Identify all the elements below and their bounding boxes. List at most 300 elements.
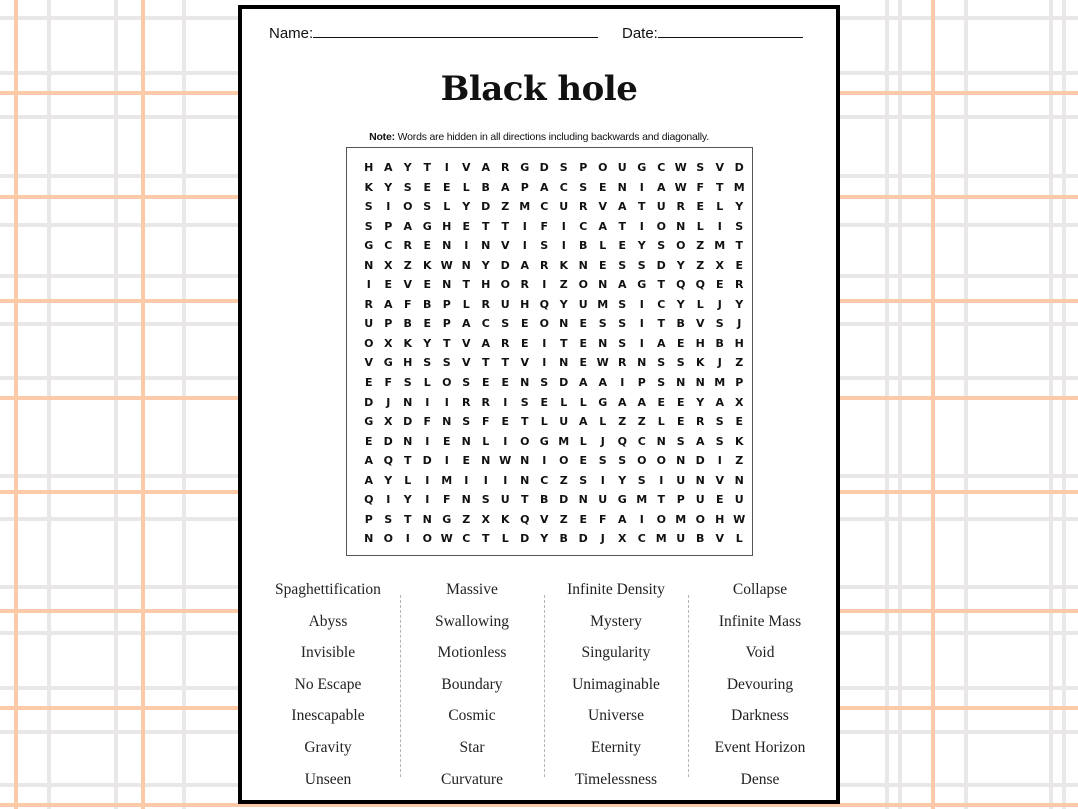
grid-letter: L <box>462 297 470 311</box>
grid-letter: G <box>637 161 647 174</box>
grid-letter: U <box>578 297 588 311</box>
grid-letter: U <box>559 415 569 429</box>
grid-letter: Y <box>637 239 646 253</box>
grid-letter: A <box>578 376 588 390</box>
grid-letter: V <box>461 336 471 350</box>
grid-letter: O <box>656 454 666 468</box>
grid-letter: W <box>674 180 687 194</box>
grid-letter: Q <box>539 297 549 311</box>
grid-letter: S <box>735 219 744 233</box>
grid-letter: L <box>404 473 412 487</box>
grid-letter: A <box>364 454 373 468</box>
grid-letter: S <box>481 493 490 507</box>
grid-letter: Y <box>696 395 705 409</box>
grid-letter: E <box>423 317 431 331</box>
grid-letter: R <box>403 239 412 253</box>
grid-letter: E <box>657 395 665 409</box>
grid-letter: K <box>734 434 744 448</box>
word-column <box>256 579 400 800</box>
grid-letter: N <box>481 454 491 468</box>
grid-letter: D <box>500 258 510 272</box>
grid-letter: S <box>618 297 627 311</box>
grid-letter: S <box>696 161 705 174</box>
grid-letter: T <box>520 415 529 429</box>
grid-letter: E <box>579 317 587 331</box>
grid-letter: T <box>735 239 743 253</box>
word-list-item: Eternity <box>591 738 641 756</box>
grid-letter: S <box>423 356 432 370</box>
grid-letter: M <box>441 473 453 487</box>
grid-letter: Z <box>559 473 568 487</box>
grid-letter: V <box>715 532 724 546</box>
grid-letter: K <box>559 258 569 272</box>
grid-letter: B <box>579 239 588 253</box>
word-list-item: Void <box>745 644 775 662</box>
grid-letter: E <box>676 336 685 350</box>
grid-letter: I <box>444 454 449 468</box>
grid-letter: I <box>386 200 391 214</box>
grid-letter: E <box>676 415 685 429</box>
grid-letter: V <box>715 161 724 174</box>
word-list-item: Infinite Density <box>567 581 665 598</box>
grid-letter: H <box>364 161 374 174</box>
grid-letter: E <box>442 434 451 448</box>
grid-letter: N <box>559 356 569 370</box>
grid-letter: B <box>403 317 412 331</box>
word-list-item: Darkness <box>731 707 789 725</box>
grid-letter: M <box>733 180 745 194</box>
grid-letter: B <box>676 317 685 331</box>
grid-letter: S <box>462 376 471 390</box>
grid-letter: U <box>598 493 608 507</box>
grid-letter: E <box>735 415 743 429</box>
grid-letter: U <box>734 493 744 507</box>
grid-letter: H <box>734 336 744 350</box>
grid-letter: W <box>733 512 746 526</box>
grid-letter: P <box>676 493 685 507</box>
grid-letter: Z <box>637 415 646 429</box>
grid-letter: E <box>735 258 743 272</box>
grid-letter: F <box>540 219 548 233</box>
grid-letter: N <box>461 258 471 272</box>
grid-letter: I <box>405 532 410 546</box>
grid-letter: P <box>579 161 588 174</box>
grid-letter: L <box>696 219 704 233</box>
grid-letter: D <box>695 454 705 468</box>
grid-letter: T <box>423 161 431 174</box>
grid-letter: S <box>618 317 627 331</box>
grid-letter: Z <box>696 258 705 272</box>
word-list-item: Abyss <box>308 612 348 630</box>
grid-letter: E <box>520 336 529 350</box>
note-text: Words are hidden in all directions including backwards and diagonally. <box>394 131 709 143</box>
grid-letter: T <box>481 219 490 233</box>
grid-letter: B <box>715 336 724 350</box>
grid-letter: L <box>540 415 548 429</box>
grid-letter: S <box>715 317 724 331</box>
grid-letter: K <box>695 356 705 370</box>
grid-letter: L <box>696 297 704 311</box>
grid-letter: V <box>364 356 373 370</box>
grid-letter: O <box>695 512 705 526</box>
grid-letter: D <box>578 532 588 546</box>
grid-letter: H <box>520 297 530 311</box>
grid-letter: N <box>598 278 608 292</box>
grid-letter: Y <box>735 200 744 214</box>
grid-letter: O <box>676 239 686 253</box>
grid-letter: N <box>520 454 530 468</box>
header-row <box>269 23 809 45</box>
grid-letter: F <box>598 512 607 526</box>
grid-letter: G <box>520 161 530 174</box>
grid-letter: Y <box>618 473 627 487</box>
grid-letter: Q <box>520 512 530 526</box>
grid-letter: N <box>676 376 686 390</box>
grid-letter: R <box>481 395 490 409</box>
grid-letter: I <box>659 473 664 487</box>
grid-letter: I <box>464 239 469 253</box>
grid-letter: A <box>383 161 393 174</box>
plaid-line <box>898 0 902 809</box>
grid-letter: S <box>520 395 529 409</box>
word-list-item: Inescapable <box>291 707 365 725</box>
grid-letter: L <box>462 180 470 194</box>
grid-letter: N <box>617 180 627 194</box>
grid-letter: T <box>637 200 646 214</box>
grid-letter: E <box>364 434 373 448</box>
grid-letter: Y <box>423 336 432 350</box>
grid-letter: H <box>403 356 413 370</box>
grid-letter: U <box>695 493 705 507</box>
grid-letter: V <box>715 473 724 487</box>
grid-letter: E <box>579 336 587 350</box>
grid-letter: N <box>734 473 744 487</box>
word-search-grid-box <box>346 147 753 556</box>
grid-letter: N <box>364 258 374 272</box>
grid-letter: T <box>657 493 665 507</box>
grid-letter: C <box>540 200 549 214</box>
grid-letter: T <box>462 278 470 292</box>
grid-letter: H <box>695 336 705 350</box>
grid-letter: C <box>462 532 471 546</box>
grid-letter: D <box>656 258 666 272</box>
grid-letter: I <box>717 219 722 233</box>
grid-letter: T <box>715 180 724 194</box>
grid-letter: S <box>579 473 588 487</box>
grid-letter: S <box>618 336 627 350</box>
grid-letter: N <box>442 415 452 429</box>
grid-letter: Y <box>403 161 412 174</box>
grid-letter: F <box>403 297 412 311</box>
grid-letter: Z <box>559 278 568 292</box>
grid-letter: S <box>618 454 627 468</box>
grid-letter: P <box>384 317 393 331</box>
grid-letter: Q <box>364 493 374 507</box>
grid-letter: W <box>440 532 453 546</box>
grid-letter: Z <box>696 239 705 253</box>
grid-letter: U <box>364 317 374 331</box>
grid-letter: T <box>481 532 490 546</box>
grid-letter: E <box>579 454 587 468</box>
grid-letter: M <box>655 532 667 546</box>
grid-letter: S <box>501 317 510 331</box>
grid-letter: F <box>423 415 431 429</box>
grid-letter: T <box>403 512 412 526</box>
grid-letter: D <box>383 434 393 448</box>
grid-letter: E <box>442 180 451 194</box>
grid-letter: V <box>539 512 549 526</box>
grid-letter: N <box>637 356 647 370</box>
grid-letter: V <box>403 278 412 292</box>
instructions-note <box>242 131 836 143</box>
grid-letter: U <box>656 200 666 214</box>
grid-letter: Q <box>676 278 686 292</box>
date-field <box>622 23 803 42</box>
grid-letter: D <box>559 376 569 390</box>
grid-letter: S <box>657 356 666 370</box>
grid-letter: N <box>578 258 588 272</box>
grid-letter: X <box>735 395 744 409</box>
grid-letter: G <box>364 415 374 429</box>
grid-letter: A <box>617 200 627 214</box>
grid-letter: N <box>364 532 374 546</box>
grid-letter: B <box>540 493 549 507</box>
grid-letter: S <box>637 258 646 272</box>
grid-letter: M <box>714 376 726 390</box>
word-list-item: Star <box>459 738 485 756</box>
grid-letter: S <box>384 512 393 526</box>
grid-letter: D <box>734 161 744 174</box>
grid-letter: A <box>656 336 666 350</box>
grid-letter: Y <box>403 493 412 507</box>
grid-letter: I <box>503 473 508 487</box>
grid-letter: Z <box>559 512 568 526</box>
grid-letter: L <box>735 532 743 546</box>
grid-letter: V <box>695 317 705 331</box>
grid-letter: L <box>423 376 431 390</box>
grid-letter: G <box>598 395 608 409</box>
grid-letter: L <box>657 415 665 429</box>
grid-letter: O <box>520 434 530 448</box>
grid-letter: U <box>500 297 510 311</box>
grid-letter: I <box>425 493 430 507</box>
grid-letter: S <box>403 376 412 390</box>
grid-letter: M <box>597 297 609 311</box>
grid-letter: G <box>383 356 393 370</box>
grid-letter: X <box>384 415 393 429</box>
grid-letter: F <box>384 376 392 390</box>
word-list-item: Unimaginable <box>572 675 660 693</box>
word-list <box>256 579 830 789</box>
grid-letter: R <box>501 161 510 174</box>
grid-letter: E <box>598 258 607 272</box>
grid-letter: A <box>656 180 666 194</box>
grid-letter: S <box>442 356 451 370</box>
grid-letter: N <box>695 473 705 487</box>
letter-grid <box>359 158 749 549</box>
grid-letter: B <box>481 180 490 194</box>
grid-letter: E <box>696 200 704 214</box>
grid-letter: A <box>403 219 412 233</box>
grid-letter: I <box>639 317 644 331</box>
grid-letter: O <box>656 512 666 526</box>
word-list-item: Universe <box>588 707 644 725</box>
grid-letter: A <box>715 395 724 409</box>
grid-letter: S <box>618 258 627 272</box>
grid-letter: A <box>383 297 393 311</box>
grid-letter: H <box>481 278 491 292</box>
grid-letter: E <box>423 239 431 253</box>
grid-letter: T <box>559 336 568 350</box>
grid-letter: G <box>364 239 374 253</box>
grid-letter: S <box>676 434 685 448</box>
grid-letter: E <box>715 278 724 292</box>
grid-letter: N <box>442 239 452 253</box>
grid-letter: L <box>482 434 490 448</box>
plaid-line <box>931 0 935 809</box>
grid-letter: I <box>483 473 488 487</box>
grid-letter: Y <box>559 297 568 311</box>
grid-letter: V <box>461 356 471 370</box>
grid-letter: I <box>444 395 449 409</box>
grid-letter: O <box>539 317 549 331</box>
grid-letter: C <box>384 239 393 253</box>
grid-letter: N <box>461 493 471 507</box>
grid-letter: X <box>481 512 490 526</box>
grid-letter: Y <box>735 297 744 311</box>
grid-letter: L <box>599 239 607 253</box>
word-list-item: Unseen <box>304 770 352 788</box>
grid-letter: B <box>559 532 568 546</box>
grid-letter: I <box>503 434 508 448</box>
grid-letter: C <box>657 297 666 311</box>
grid-letter: T <box>657 278 665 292</box>
grid-letter: O <box>403 200 413 214</box>
grid-letter: T <box>501 219 509 233</box>
grid-letter: E <box>715 493 724 507</box>
grid-letter: O <box>364 336 374 350</box>
grid-letter: J <box>717 356 722 370</box>
grid-letter: J <box>717 297 722 311</box>
grid-letter: A <box>500 180 510 194</box>
grid-letter: S <box>715 415 724 429</box>
grid-letter: A <box>461 317 471 331</box>
grid-letter: N <box>403 434 413 448</box>
grid-letter: M <box>519 200 531 214</box>
grid-letter: E <box>676 395 685 409</box>
grid-letter: M <box>714 239 726 253</box>
grid-letter: S <box>715 434 724 448</box>
grid-letter: L <box>579 395 587 409</box>
grid-letter: D <box>481 200 491 214</box>
grid-letter: C <box>637 434 646 448</box>
grid-letter: V <box>598 200 607 214</box>
grid-letter: G <box>442 512 452 526</box>
grid-letter: P <box>442 317 451 331</box>
grid-letter: A <box>598 376 607 390</box>
grid-letter: A <box>539 180 549 194</box>
grid-letter: J <box>386 395 391 409</box>
grid-letter: C <box>579 219 588 233</box>
grid-letter: A <box>695 434 705 448</box>
grid-letter: S <box>540 376 549 390</box>
word-list-item: Gravity <box>304 738 352 756</box>
grid-letter: X <box>384 258 393 272</box>
grid-letter: B <box>423 297 432 311</box>
name-field <box>269 23 598 42</box>
grid-letter: J <box>600 434 605 448</box>
grid-letter: S <box>657 239 666 253</box>
grid-letter: E <box>384 278 392 292</box>
grid-letter: K <box>364 180 374 194</box>
grid-letter: N <box>422 512 432 526</box>
grid-letter: K <box>500 512 510 526</box>
grid-letter: C <box>559 180 568 194</box>
word-column <box>400 579 544 800</box>
plaid-line <box>1062 0 1066 809</box>
grid-letter: N <box>520 376 530 390</box>
grid-letter: O <box>598 161 608 174</box>
grid-letter: Y <box>540 532 549 546</box>
grid-letter: R <box>735 278 744 292</box>
grid-letter: J <box>600 532 605 546</box>
grid-letter: N <box>656 434 666 448</box>
grid-letter: S <box>676 356 685 370</box>
word-list-item: Infinite Mass <box>718 612 802 630</box>
grid-letter: I <box>425 473 430 487</box>
grid-letter: A <box>617 512 627 526</box>
grid-letter: R <box>618 356 627 370</box>
grid-letter: P <box>520 180 529 194</box>
grid-letter: A <box>598 219 607 233</box>
grid-letter: I <box>503 395 508 409</box>
grid-letter: F <box>442 493 451 507</box>
grid-letter: A <box>481 161 490 174</box>
grid-letter: P <box>442 297 451 311</box>
grid-letter: K <box>422 258 432 272</box>
grid-letter: L <box>560 395 568 409</box>
grid-letter: Y <box>676 258 685 272</box>
grid-letter: A <box>617 395 627 409</box>
grid-letter: W <box>440 258 453 272</box>
word-list-item: Dense <box>740 770 780 788</box>
grid-letter: M <box>636 493 648 507</box>
grid-letter: I <box>561 219 566 233</box>
grid-letter: S <box>403 180 412 194</box>
word-list-item: Timelessness <box>574 770 658 788</box>
grid-letter: N <box>676 454 686 468</box>
word-list-item: Mystery <box>590 612 642 630</box>
grid-letter: S <box>598 454 607 468</box>
grid-letter: V <box>461 161 471 174</box>
grid-letter: E <box>540 395 548 409</box>
grid-letter: E <box>481 376 490 390</box>
grid-letter: T <box>403 454 412 468</box>
grid-letter: J <box>737 317 742 331</box>
grid-letter: I <box>639 297 644 311</box>
grid-letter: V <box>500 239 510 253</box>
grid-letter: I <box>639 219 644 233</box>
grid-letter: T <box>618 219 626 233</box>
worksheet-page <box>238 5 840 804</box>
grid-letter: Y <box>676 297 685 311</box>
plaid-line <box>141 0 145 809</box>
word-list-item: Invisible <box>300 644 356 662</box>
grid-letter: E <box>501 376 509 390</box>
grid-letter: O <box>442 376 452 390</box>
grid-letter: N <box>442 278 452 292</box>
word-list-item: Swallowing <box>434 612 510 630</box>
